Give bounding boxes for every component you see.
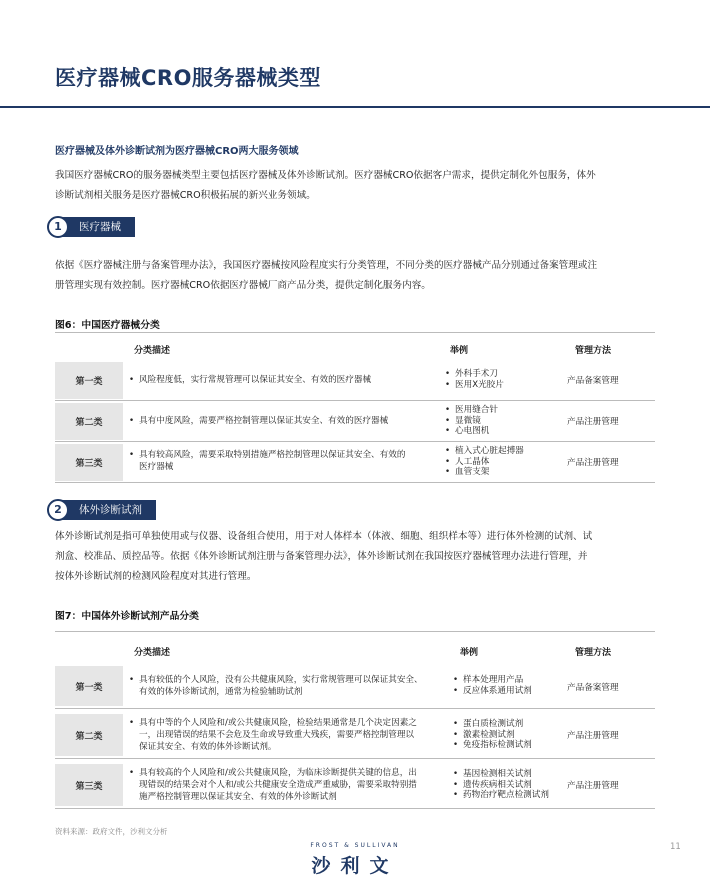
table-top-rule (55, 332, 655, 333)
paragraph-line: 按体外诊断试剂的检测风险程度对其进行管理。 (55, 571, 257, 582)
management-method: 产品注册管理 (567, 781, 619, 791)
section-number-badge: 1 (47, 216, 69, 238)
row-divider (55, 708, 655, 709)
section-label: 医疗器械 (59, 217, 135, 237)
description-line: 施严格控制管理以保证其安全、有效的体外诊断试剂 (139, 792, 337, 802)
management-method: 产品备案管理 (567, 683, 619, 693)
description-line: 保证其安全、有效的体外诊断试剂。 (139, 742, 277, 752)
example-item: • 基因检测相关试剂 (453, 769, 549, 780)
example-item: • 血管支架 (445, 467, 524, 478)
paragraph-line: 依据《医疗器械注册与备案管理办法》，我国医疗器械按风险程度实行分类管理，不同分类的医疗器械产品分别通过备案管理或注 (55, 260, 598, 271)
example-item: • 植入式心脏起搏器 (445, 446, 524, 457)
management-method: 产品注册管理 (567, 731, 619, 741)
description-line: • 具有中度风险，需要严格控制管理以保证其安全、有效的医疗器械 (139, 416, 389, 426)
row-divider (55, 400, 655, 401)
description-line: 有效的体外诊断试剂，通常为检验辅助试剂 (139, 687, 303, 697)
description-line: • 风险程度低，实行常规管理可以保证其安全、有效的医疗器械 (139, 375, 372, 385)
figure-7-title: 图7：中国体外诊断试剂产品分类 (55, 611, 199, 622)
example-item: • 反应体系通用试剂 (453, 686, 532, 697)
class-label: 第一类 (55, 362, 123, 399)
class-description (129, 717, 417, 753)
section-number-badge: 2 (47, 499, 69, 521)
management-method: 产品注册管理 (567, 458, 619, 468)
description-line: 现错误的结果会对个人和/或公共健康安全造成严重威胁，需要采取特别措 (139, 780, 417, 790)
example-item: • 激素检测试剂 (453, 730, 532, 741)
table-row (55, 403, 655, 440)
section-1-paragraph (55, 256, 660, 296)
class-label: 第二类 (55, 714, 123, 756)
figure-6-title: 图6：中国医疗器械分类 (55, 320, 160, 331)
examples-list (445, 369, 504, 390)
examples-list (445, 446, 524, 478)
section-subheading: 医疗器械及体外诊断试剂为医疗器械CRO两大服务领域 (55, 146, 299, 157)
section-2-paragraph (55, 527, 660, 587)
table-row (55, 714, 655, 756)
class-description (129, 767, 417, 803)
example-item: • 人工晶体 (445, 457, 524, 468)
description-line: • 具有较高风险，需要采取特别措施严格控制管理以保证其安全、有效的 (139, 450, 406, 460)
management-method: 产品备案管理 (567, 376, 619, 386)
examples-list (445, 405, 498, 437)
brand-wordmark: FROST & SULLIVAN (310, 842, 400, 849)
paragraph-line: 剂盒、校准品、质控品等。依据《体外诊断试剂注册与备案管理办法》，体外诊断试剂在我国按医疗器械管理办法进行管理，并 (55, 551, 588, 562)
description-line: • 具有较低的个人风险，没有公共健康风险，实行常规管理可以保证其安全、 (139, 675, 423, 685)
row-divider (55, 758, 655, 759)
examples-list (453, 769, 549, 801)
column-header-description: 分类描述 (134, 648, 171, 658)
column-header-management: 管理方法 (575, 648, 612, 658)
example-item: • 遗传疾病相关试剂 (453, 780, 549, 791)
section-label: 体外诊断试剂 (59, 500, 156, 520)
row-divider (55, 441, 655, 442)
column-header-description: 分类描述 (134, 346, 171, 356)
paragraph-line: 册管理实现有效控制。医疗器械CRO依据医疗器械厂商产品分类，提供定制化服务内容。 (55, 280, 431, 291)
intro-line: 我国医疗器械CRO的服务器械类型主要包括医疗器械及体外诊断试剂。医疗器械CRO依据客户需求，提供定制化外包服务，体外 (55, 170, 596, 181)
example-item: • 显微镜 (445, 416, 498, 427)
row-divider (55, 808, 655, 809)
class-description (129, 449, 405, 473)
page-title: 医疗器械CRO服务器械类型 (55, 66, 321, 90)
example-item: • 蛋白质检测试剂 (453, 719, 532, 730)
example-item: • 外科手术刀 (445, 369, 504, 380)
class-description (129, 374, 371, 386)
description-line: 一，出现错误的结果不会危及生命或导致重大残疾，需要严格控制管理以 (139, 730, 415, 740)
class-description (129, 674, 423, 698)
class-label: 第三类 (55, 444, 123, 481)
paragraph-line: 体外诊断试剂是指可单独使用或与仪器、设备组合使用，用于对人体样本（体液、细胞、组织样本等）进行体外检测的试剂、试 (55, 531, 593, 542)
table-row (55, 764, 655, 806)
description-line: • 具有中等的个人风险和/或公共健康风险，检验结果通常是几个决定因素之 (139, 718, 417, 728)
example-item: • 药物治疗靶点检测试剂 (453, 790, 549, 801)
example-item: • 医用X光胶片 (445, 380, 504, 391)
example-item: • 心电图机 (445, 426, 498, 437)
page-number: 11 (670, 842, 681, 852)
class-label: 第三类 (55, 764, 123, 806)
description-line: • 具有较高的个人风险和/或公共健康风险，为临床诊断提供关键的信息，出 (139, 768, 417, 778)
source-note: 资料来源：政府文件，沙利文分析 (55, 827, 168, 836)
column-header-examples: 举例 (460, 648, 479, 658)
class-description (129, 415, 388, 427)
row-divider (55, 482, 655, 483)
example-item: • 医用缝合针 (445, 405, 498, 416)
class-label: 第二类 (55, 403, 123, 440)
column-header-management: 管理方法 (575, 346, 612, 356)
examples-list (453, 719, 532, 751)
description-line: 医疗器械 (139, 462, 174, 472)
example-item: • 样本处理用产品 (453, 675, 532, 686)
intro-line: 诊断试剂相关服务是医疗器械CRO积极拓展的新兴业务领域。 (55, 190, 316, 201)
management-method: 产品注册管理 (567, 417, 619, 427)
brand-logo-text: 沙利文 (311, 855, 399, 877)
examples-list (453, 675, 532, 696)
table-row (55, 666, 655, 706)
column-header-examples: 举例 (450, 346, 469, 356)
table-row (55, 362, 655, 399)
example-item: • 免疫指标检测试剂 (453, 740, 532, 751)
table-row (55, 444, 655, 481)
intro-paragraph (55, 166, 660, 206)
title-divider (0, 106, 710, 108)
table-top-rule (55, 631, 655, 632)
class-label: 第一类 (55, 666, 123, 706)
